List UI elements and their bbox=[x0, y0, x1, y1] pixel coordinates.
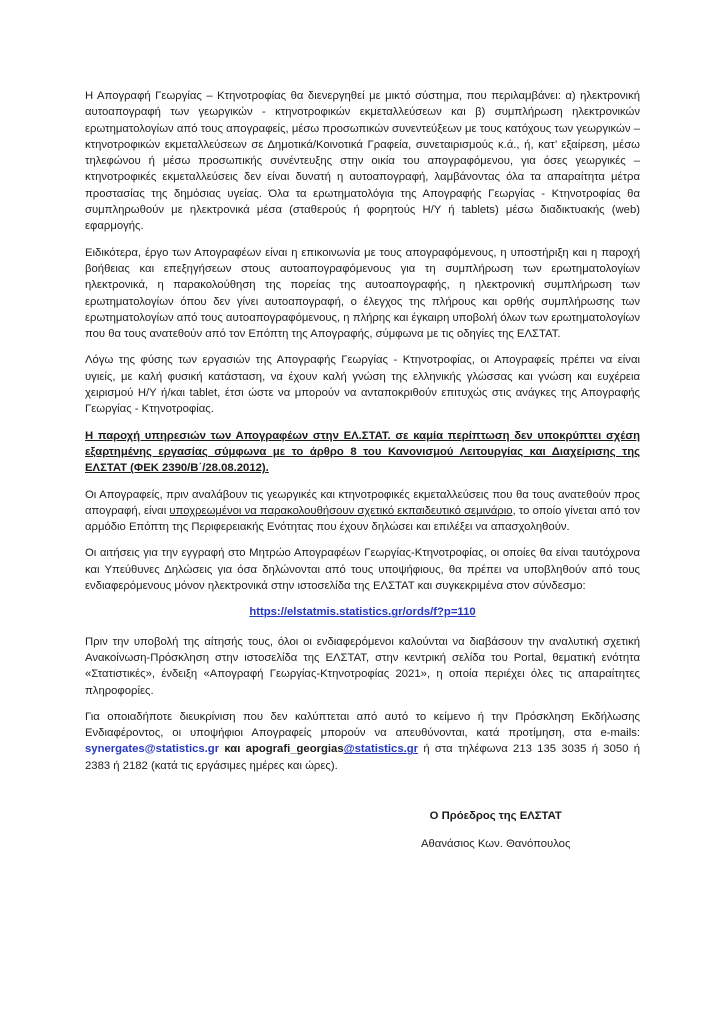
email-link-apografi-domain[interactable]: @statistics.gr bbox=[343, 743, 419, 756]
contact-info-text-pre: Για οποιαδήποτε διευκρίνιση που δεν καλύπτεται από αυτό το κείμενο ή την Πρόσκληση Εκδήλωσης Ενδιαφέροντος, οι υποψήφιοι Απογραφείς μπορούν να απευθύνονται, κατά προτίμηση, στα e-mails: bbox=[85, 710, 640, 740]
signature-title: Ο Πρόεδρος της ΕΛΣΤΑΤ bbox=[429, 809, 562, 822]
heading-service-relationship: Η παροχή υπηρεσιών των Απογραφέων στην ΕΛ.ΣΤΑΤ. σε καμία περίπτωση δεν υποκρύπτει σχέση εξαρτημένης εργασίας σύμφωνα με το άρθρο 8 του Κανονισμού Λειτουργίας και Διαχείρισης της ΕΛΣΤΑΤ (ΦΕΚ 2390/Β΄/28.08.2012). bbox=[85, 429, 640, 475]
signature-block bbox=[351, 808, 640, 852]
email-apografi-local-part: apografi_georgias bbox=[245, 743, 344, 756]
paragraph-contact-info bbox=[85, 709, 640, 774]
paragraph-enumerator-duties: Ειδικότερα, έργο των Απογραφέων είναι η επικοινωνία με τους απογραφόμενους, η υποστήριξη και η παροχή βοήθειας και επεξηγήσεων στους αυτοαπογραφόμενους για τη συμπλήρωση των ερωτηματολογίων ηλεκτρονικά, η παρακολούθηση της πορείας της αυτοαπογραφής, η ηλεκτρονική συμπλήρωση των ερωτηματολογίων όπου δεν γίνει αυτοαπογραφή, ο έλεγχος της πλήρους και ορθής συμπλήρωσης των ερωτηματολογίων από τους αυτοαπογραφόμενους, η πλήρης και έγκαιρη υποβολή όλων των ερωτηματολογίων που θα τους ανατεθούν από τον Επόπτη της Απογραφής, σύμφωνα με τις οδηγίες της ΕΛΣΤΑΤ. bbox=[85, 246, 640, 341]
contact-info-conjunction: και bbox=[219, 743, 246, 756]
application-url-link[interactable]: https://elstatmis.statistics.gr/ords/f?p=110 bbox=[249, 606, 476, 619]
paragraph-training-seminar bbox=[85, 487, 640, 536]
contact-info-text-post: ή στα τηλέφωνα 213 135 3035 ή 3050 ή 2383 ή 2182 (κατά τις εργάσιμες ημέρες και ώρες). bbox=[85, 743, 640, 772]
paragraph-application-submission: Οι αιτήσεις για την εγγραφή στο Μητρώο Απογραφέων Γεωργίας-Κτηνοτροφίας, οι οποίες θα είναι ταυτόχρονα και Υπεύθυνες Δηλώσεις για όσα δηλώνονται από τους υποψήφιους, θα πρέπει να υποβληθούν από τους ενδιαφερόμενους μόνον ηλεκτρονικά στην ιστοσελίδα της ΕΛΣΤΑΤ και συγκεκριμένα στον σύνδεσμο: bbox=[85, 547, 640, 593]
training-seminar-text-pre: Οι Απογραφείς, πριν αναλάβουν τις γεωργικές και κτηνοτροφικές εκμεταλλεύσεις που θα τους ανατεθούν προς απογραφή, είναι bbox=[85, 488, 640, 517]
paragraph-read-announcement: Πριν την υποβολή της αίτησής τους, όλοι οι ενδιαφερόμενοι καλούνται να διαβάσουν την αναλυτική σχετική Ανακοίνωση-Πρόσκληση στην ιστοσελίδα της ΕΛΣΤΑΤ, στην κεντρική σελίδα του Portal, θεματική ενότητα «Στατιστικές», ένδειξη «Απογραφή Γεωργίας-Κτηνοτροφίας 2021», η οποία περιέχει όλες τις απαραίτητες πληροφορίες. bbox=[85, 635, 640, 697]
paragraph-census-method: Η Απογραφή Γεωργίας – Κτηνοτροφίας θα διενεργηθεί με μικτό σύστημα, που περιλαμβάνει: α) ηλεκτρονική αυτοαπογραφή των γεωργικών - κτηνοτροφικών εκμεταλλεύσεων και β) συμπλήρωση ηλεκτρονικών ερωτηματολογίων από τους απογραφείς, μέσω προσωπικών συνεντεύξεων με τους κατόχους των γεωργικών – κτηνοτροφικών εκμεταλλεύσεων σε Δημοτικά/Κοινοτικά Γραφεία, συνεταιρισμούς κ.ά., ή, κατ’ εξαίρεση, μέσω τηλεφώνου ή μέσω προσωπικής συνέντευξης στην οικία του απογραφόμενου, για όσες γεωργικές – κτηνοτροφικές εκμεταλλεύσεις δεν είναι δυνατή η αυτοαπογραφή, λαμβάνοντας όλα τα απαραίτητα μέτρα προστασίας της δημόσιας υγείας. Όλα τα ερωτηματολόγια της Απογραφής Γεωργίας - Κτηνοτροφίας θα συμπληρωθούν με ηλεκτρονικά μέσα (σταθερούς ή φορητούς Η/Υ ή tablets) μέσω διαδικτυακής (web) εφαρμογής. bbox=[85, 90, 640, 233]
training-seminar-underlined-text: υποχρεωμένοι να παρακολουθήσουν σχετικό εκπαιδευτικό σεμινάριο bbox=[169, 504, 513, 517]
application-link-line bbox=[85, 604, 640, 620]
email-link-synergates[interactable]: synergates@statistics.gr bbox=[85, 743, 220, 756]
signature-name: Αθανάσιος Κων. Θανόπουλος bbox=[420, 837, 571, 850]
paragraph-qualifications: Λόγω της φύσης των εργασιών της Απογραφής Γεωργίας - Κτηνοτροφίας, οι Απογραφείς πρέπει να είναι υγιείς, με καλή φυσική κατάσταση, να έχουν καλή γνώση της ελληνικής γλώσσας και γνώση και ευχέρεια χειρισμού Η/Υ ή/και tablet, έτσι ώστε να μπορούν να ανταποκριθούν επιτυχώς στις ανάγκες της Απογραφής Γεωργίας - Κτηνοτροφίας. bbox=[85, 354, 640, 416]
training-seminar-text-post: , το οποίο γίνεται από τον αρμόδιο Επόπτη της Περιφερειακής Ενότητας που έχουν δηλώσει και επιλέξει να απασχοληθούν. bbox=[85, 504, 640, 534]
